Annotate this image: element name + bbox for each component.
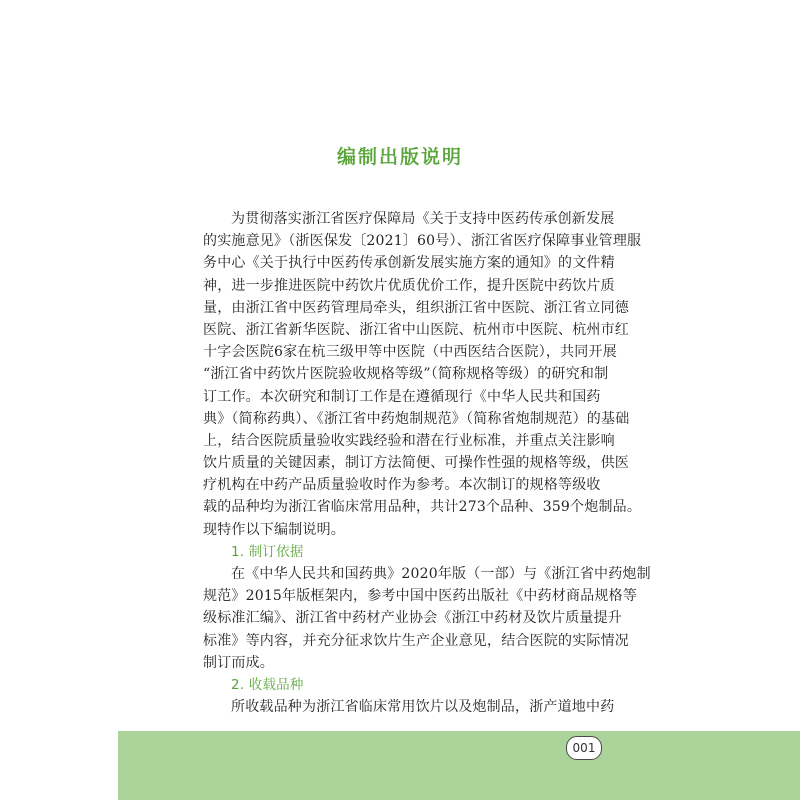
text-line: 的实施意见》（浙医保发〔2021〕60号）、浙江省医疗保障事业管理服 [203, 233, 642, 250]
section-heading: 2. 收载品种 [231, 676, 304, 693]
text-line: 医院、浙江省新华医院、浙江省中山医院、杭州市中医院、杭州市红 [203, 321, 629, 338]
page-number: 001 [566, 736, 602, 760]
text-line: 现特作以下编制说明。 [203, 521, 345, 538]
text-line: 所收载品种为浙江省临床常用饮片以及炮制品，浙产道地中药 [231, 699, 615, 716]
text-line: 载的品种均为浙江省临床常用品种，共计273个品种、359个炮制品。 [203, 499, 642, 516]
footer-band [118, 731, 800, 800]
text-line: 订工作。本次研究和制订工作是在遵循现行《中华人民共和国药 [203, 388, 601, 405]
text-line: 神，进一步推进医院中药饮片优质优价工作，提升医院中药饮片质 [203, 277, 615, 294]
body-text [203, 208, 651, 718]
section-heading: 1. 制订依据 [231, 543, 304, 560]
text-line: 典》（简称药典）、《浙江省中药炮制规范》（简称省炮制规范）的基础 [203, 410, 630, 427]
text-line: 十字会医院6家在杭三级甲等中医院（中西医结合医院），共同开展 [203, 344, 617, 361]
text-line: 量，由浙江省中医药管理局牵头，组织浙江省中医院、浙江省立同德 [203, 299, 629, 316]
text-line: 饮片质量的关键因素，制订方法简便、可操作性强的规格等级，供医 [203, 455, 629, 472]
text-line: 上，结合医院质量验收实践经验和潜在行业标准，并重点关注影响 [203, 432, 615, 449]
text-line: 在《中华人民共和国药典》2020年版（一部）与《浙江省中药炮制 [231, 566, 651, 582]
text-line: 疗机构在中药产品质量验收时作为参考。本次制订的规格等级收 [203, 477, 601, 494]
text-line: “浙江省中药饮片医院验收规格等级”（简称规格等级）的研究和制 [203, 366, 609, 383]
text-line: 为贯彻落实浙江省医疗保障局《关于支持中医药传承创新发展 [231, 211, 615, 227]
text-line: 级标准汇编》、浙江省中药材产业协会《浙江中药材及饮片质量提升 [203, 610, 622, 627]
page-title: 编制出版说明 [336, 146, 463, 168]
text-line: 标准》等内容，并充分征求饮片生产企业意见，结合医院的实际情况 [203, 632, 629, 649]
text-line: 制订而成。 [203, 654, 274, 671]
text-line: 务中心《关于执行中医药传承创新发展实施方案的通知》的文件精 [203, 255, 615, 272]
text-line: 规范》2015年版框架内，参考中国中医药出版社《中药材商品规格等 [203, 588, 638, 605]
